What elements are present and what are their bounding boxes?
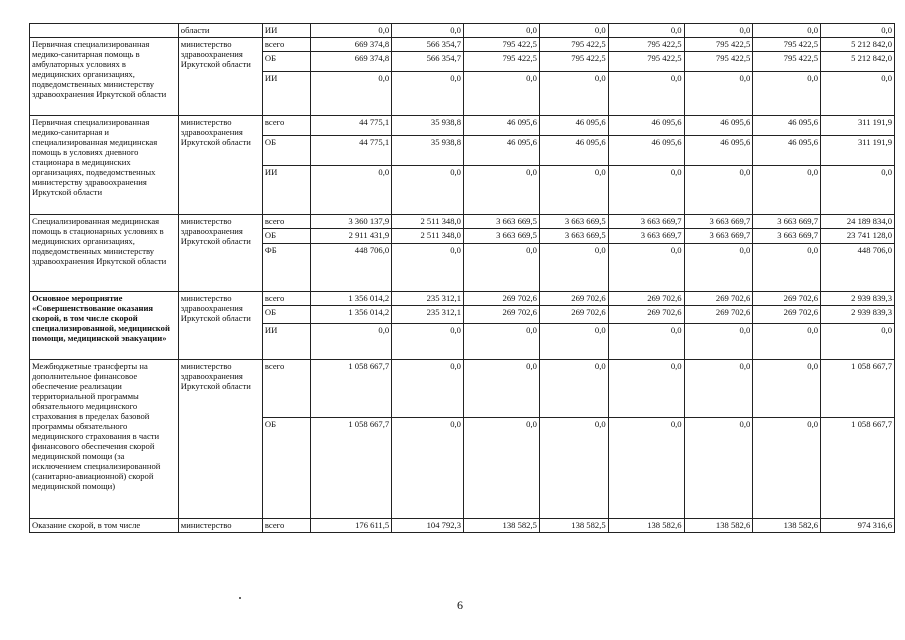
value-cell: 0,0 [753, 360, 821, 418]
value-cell: 46 095,6 [608, 116, 684, 136]
value-cell: 0,0 [684, 24, 753, 38]
value-cell: 35 938,8 [392, 136, 464, 166]
value-cell: 795 422,5 [753, 52, 821, 72]
executor-cell: министерство здравоохранения Иркутской области [178, 360, 262, 519]
table-row [30, 519, 895, 533]
value-cell: 0,0 [539, 324, 608, 360]
value-cell: 3 663 669,7 [753, 229, 821, 244]
value-cell: 269 702,6 [463, 306, 539, 324]
value-cell: 3 663 669,7 [684, 215, 753, 229]
value-cell: 269 702,6 [463, 292, 539, 306]
value-cell: 795 422,5 [684, 38, 753, 52]
value-cell: 138 582,5 [463, 519, 539, 533]
value-cell: 795 422,5 [753, 38, 821, 52]
value-cell: 269 702,6 [539, 306, 608, 324]
value-cell: 0,0 [684, 166, 753, 215]
value-cell: 1 058 667,7 [311, 360, 392, 418]
value-cell: 269 702,6 [539, 292, 608, 306]
value-cell: 669 374,8 [311, 38, 392, 52]
value-cell: 2 911 431,9 [311, 229, 392, 244]
value-cell: 2 511 348,0 [392, 229, 464, 244]
funding-source-cell: ИИ [262, 324, 310, 360]
value-cell: 3 360 137,9 [311, 215, 392, 229]
value-cell: 0,0 [463, 166, 539, 215]
funding-source-cell: всего [262, 215, 310, 229]
value-cell: 0,0 [753, 166, 821, 215]
value-cell: 0,0 [608, 24, 684, 38]
scan-speck [239, 597, 241, 599]
value-cell: 0,0 [753, 24, 821, 38]
value-cell: 0,0 [539, 360, 608, 418]
value-cell: 448 706,0 [311, 244, 392, 292]
executor-cell: министерство здравоохранения Иркутской области [178, 292, 262, 360]
value-cell: 0,0 [753, 244, 821, 292]
value-cell: 0,0 [608, 360, 684, 418]
value-cell: 0,0 [608, 324, 684, 360]
value-cell: 44 775,1 [311, 136, 392, 166]
value-cell: 3 663 669,5 [539, 229, 608, 244]
value-cell: 3 663 669,7 [608, 215, 684, 229]
value-cell: 35 938,8 [392, 116, 464, 136]
activity-name-cell: Первичная специализированная медико-санитарная помощь в амбулаторных условиях в медицинских организациях, подведомственных министерству здравоохранения Иркутской области [30, 38, 179, 116]
value-cell: 0,0 [539, 418, 608, 519]
table-row [30, 360, 895, 418]
table-row [30, 116, 895, 136]
value-cell: 0,0 [463, 72, 539, 116]
value-cell: 44 775,1 [311, 116, 392, 136]
value-cell: 3 663 669,5 [463, 229, 539, 244]
funding-source-cell: ИИ [262, 166, 310, 215]
value-cell: 46 095,6 [753, 116, 821, 136]
page-number: 6 [457, 598, 463, 612]
funding-source-cell: ОБ [262, 136, 310, 166]
value-cell: 1 356 014,2 [311, 306, 392, 324]
executor-cell: министерство [178, 519, 262, 533]
funding-source-cell: ОБ [262, 306, 310, 324]
value-cell: 138 582,5 [539, 519, 608, 533]
total-value-cell: 311 191,9 [821, 116, 895, 136]
activity-name-cell: Первичная специализированная медико-санитарная и специализированная медицинская помощь в условиях дневного стационара в медицинских организациях, подведомственных министерству здравоохранения Иркутской области [30, 116, 179, 215]
value-cell: 0,0 [753, 324, 821, 360]
value-cell: 46 095,6 [684, 136, 753, 166]
value-cell: 0,0 [684, 72, 753, 116]
value-cell: 566 354,7 [392, 52, 464, 72]
total-value-cell: 0,0 [821, 72, 895, 116]
value-cell: 3 663 669,5 [463, 215, 539, 229]
funding-source-cell: ОБ [262, 229, 310, 244]
value-cell: 0,0 [684, 418, 753, 519]
value-cell: 1 058 667,7 [311, 418, 392, 519]
value-cell: 46 095,6 [608, 136, 684, 166]
funding-source-cell: всего [262, 519, 310, 533]
value-cell: 46 095,6 [539, 116, 608, 136]
value-cell: 269 702,6 [753, 292, 821, 306]
total-value-cell: 974 316,6 [821, 519, 895, 533]
table-row [30, 24, 895, 38]
executor-cell: министерство здравоохранения Иркутской области [178, 38, 262, 116]
value-cell: 0,0 [463, 244, 539, 292]
value-cell: 138 582,6 [753, 519, 821, 533]
value-cell: 0,0 [463, 24, 539, 38]
value-cell: 0,0 [608, 72, 684, 116]
total-value-cell: 2 939 839,3 [821, 292, 895, 306]
value-cell: 0,0 [608, 166, 684, 215]
activity-name-cell: Межбюджетные трансферты на дополнительное финансовое обеспечение реализации территориальной программы обязательного медицинского страхования в пределах базовой программы обязательного медицинского страхования в части финансового обеспечения скорой медицинской помощи (за исключением специализированной (санитарно-авиационной) скорой медицинской помощи) [30, 360, 179, 519]
value-cell: 795 422,5 [608, 38, 684, 52]
value-cell: 46 095,6 [539, 136, 608, 166]
activity-name-cell [30, 24, 179, 38]
value-cell: 0,0 [608, 244, 684, 292]
value-cell: 0,0 [311, 166, 392, 215]
value-cell: 46 095,6 [463, 116, 539, 136]
value-cell: 0,0 [463, 418, 539, 519]
value-cell: 46 095,6 [463, 136, 539, 166]
total-value-cell: 0,0 [821, 166, 895, 215]
value-cell: 46 095,6 [684, 116, 753, 136]
value-cell: 0,0 [463, 360, 539, 418]
value-cell: 0,0 [684, 244, 753, 292]
value-cell: 0,0 [392, 24, 464, 38]
value-cell: 269 702,6 [608, 292, 684, 306]
value-cell: 46 095,6 [753, 136, 821, 166]
funding-source-cell: всего [262, 38, 310, 52]
value-cell: 0,0 [392, 244, 464, 292]
value-cell: 235 312,1 [392, 306, 464, 324]
activity-name-cell: Специализированная медицинская помощь в стационарных условиях в медицинских организациях, подведомственных министерству здравоохранения Иркутской области [30, 215, 179, 292]
value-cell: 0,0 [684, 324, 753, 360]
value-cell: 0,0 [311, 24, 392, 38]
value-cell: 0,0 [539, 166, 608, 215]
value-cell: 235 312,1 [392, 292, 464, 306]
total-value-cell: 311 191,9 [821, 136, 895, 166]
executor-cell: министерство здравоохранения Иркутской области [178, 116, 262, 215]
value-cell: 2 511 348,0 [392, 215, 464, 229]
value-cell: 269 702,6 [608, 306, 684, 324]
total-value-cell: 1 058 667,7 [821, 360, 895, 418]
value-cell: 795 422,5 [608, 52, 684, 72]
value-cell: 566 354,7 [392, 38, 464, 52]
value-cell: 0,0 [392, 418, 464, 519]
value-cell: 0,0 [311, 324, 392, 360]
value-cell: 0,0 [753, 418, 821, 519]
value-cell: 176 611,5 [311, 519, 392, 533]
executor-cell: министерство здравоохранения Иркутской области [178, 215, 262, 292]
total-value-cell: 5 212 842,0 [821, 52, 895, 72]
value-cell: 795 422,5 [463, 38, 539, 52]
executor-cell: области [178, 24, 262, 38]
value-cell: 0,0 [392, 72, 464, 116]
value-cell: 3 663 669,7 [684, 229, 753, 244]
value-cell: 795 422,5 [463, 52, 539, 72]
budget-table [29, 23, 895, 533]
value-cell: 138 582,6 [684, 519, 753, 533]
funding-source-cell: всего [262, 360, 310, 418]
value-cell: 795 422,5 [539, 52, 608, 72]
value-cell: 104 792,3 [392, 519, 464, 533]
total-value-cell: 2 939 839,3 [821, 306, 895, 324]
total-value-cell: 5 212 842,0 [821, 38, 895, 52]
table-row [30, 38, 895, 52]
value-cell: 269 702,6 [753, 306, 821, 324]
total-value-cell: 0,0 [821, 24, 895, 38]
activity-name-cell: Основное мероприятие «Совершенствование оказания скорой, в том числе скорой специализированной, медицинской помощи, медицинской эвакуации» [30, 292, 179, 360]
value-cell: 0,0 [539, 72, 608, 116]
total-value-cell: 1 058 667,7 [821, 418, 895, 519]
activity-name-cell: Оказание скорой, в том числе [30, 519, 179, 533]
table-row [30, 292, 895, 306]
value-cell: 0,0 [608, 418, 684, 519]
funding-source-cell: всего [262, 116, 310, 136]
value-cell: 795 422,5 [684, 52, 753, 72]
value-cell: 269 702,6 [684, 292, 753, 306]
budget-table-body [30, 24, 895, 533]
value-cell: 3 663 669,7 [753, 215, 821, 229]
value-cell: 1 356 014,2 [311, 292, 392, 306]
total-value-cell: 24 189 834,0 [821, 215, 895, 229]
value-cell: 0,0 [753, 72, 821, 116]
value-cell: 3 663 669,7 [608, 229, 684, 244]
funding-source-cell: ОБ [262, 418, 310, 519]
table-row [30, 215, 895, 229]
funding-source-cell: ФБ [262, 244, 310, 292]
value-cell: 669 374,8 [311, 52, 392, 72]
value-cell: 0,0 [539, 244, 608, 292]
value-cell: 0,0 [392, 166, 464, 215]
funding-source-cell: ИИ [262, 24, 310, 38]
funding-source-cell: ОБ [262, 52, 310, 72]
total-value-cell: 0,0 [821, 324, 895, 360]
total-value-cell: 448 706,0 [821, 244, 895, 292]
value-cell: 0,0 [392, 360, 464, 418]
value-cell: 269 702,6 [684, 306, 753, 324]
funding-source-cell: ИИ [262, 72, 310, 116]
value-cell: 138 582,6 [608, 519, 684, 533]
funding-source-cell: всего [262, 292, 310, 306]
value-cell: 0,0 [463, 324, 539, 360]
value-cell: 3 663 669,5 [539, 215, 608, 229]
value-cell: 795 422,5 [539, 38, 608, 52]
value-cell: 0,0 [392, 324, 464, 360]
value-cell: 0,0 [684, 360, 753, 418]
total-value-cell: 23 741 128,0 [821, 229, 895, 244]
value-cell: 0,0 [539, 24, 608, 38]
value-cell: 0,0 [311, 72, 392, 116]
